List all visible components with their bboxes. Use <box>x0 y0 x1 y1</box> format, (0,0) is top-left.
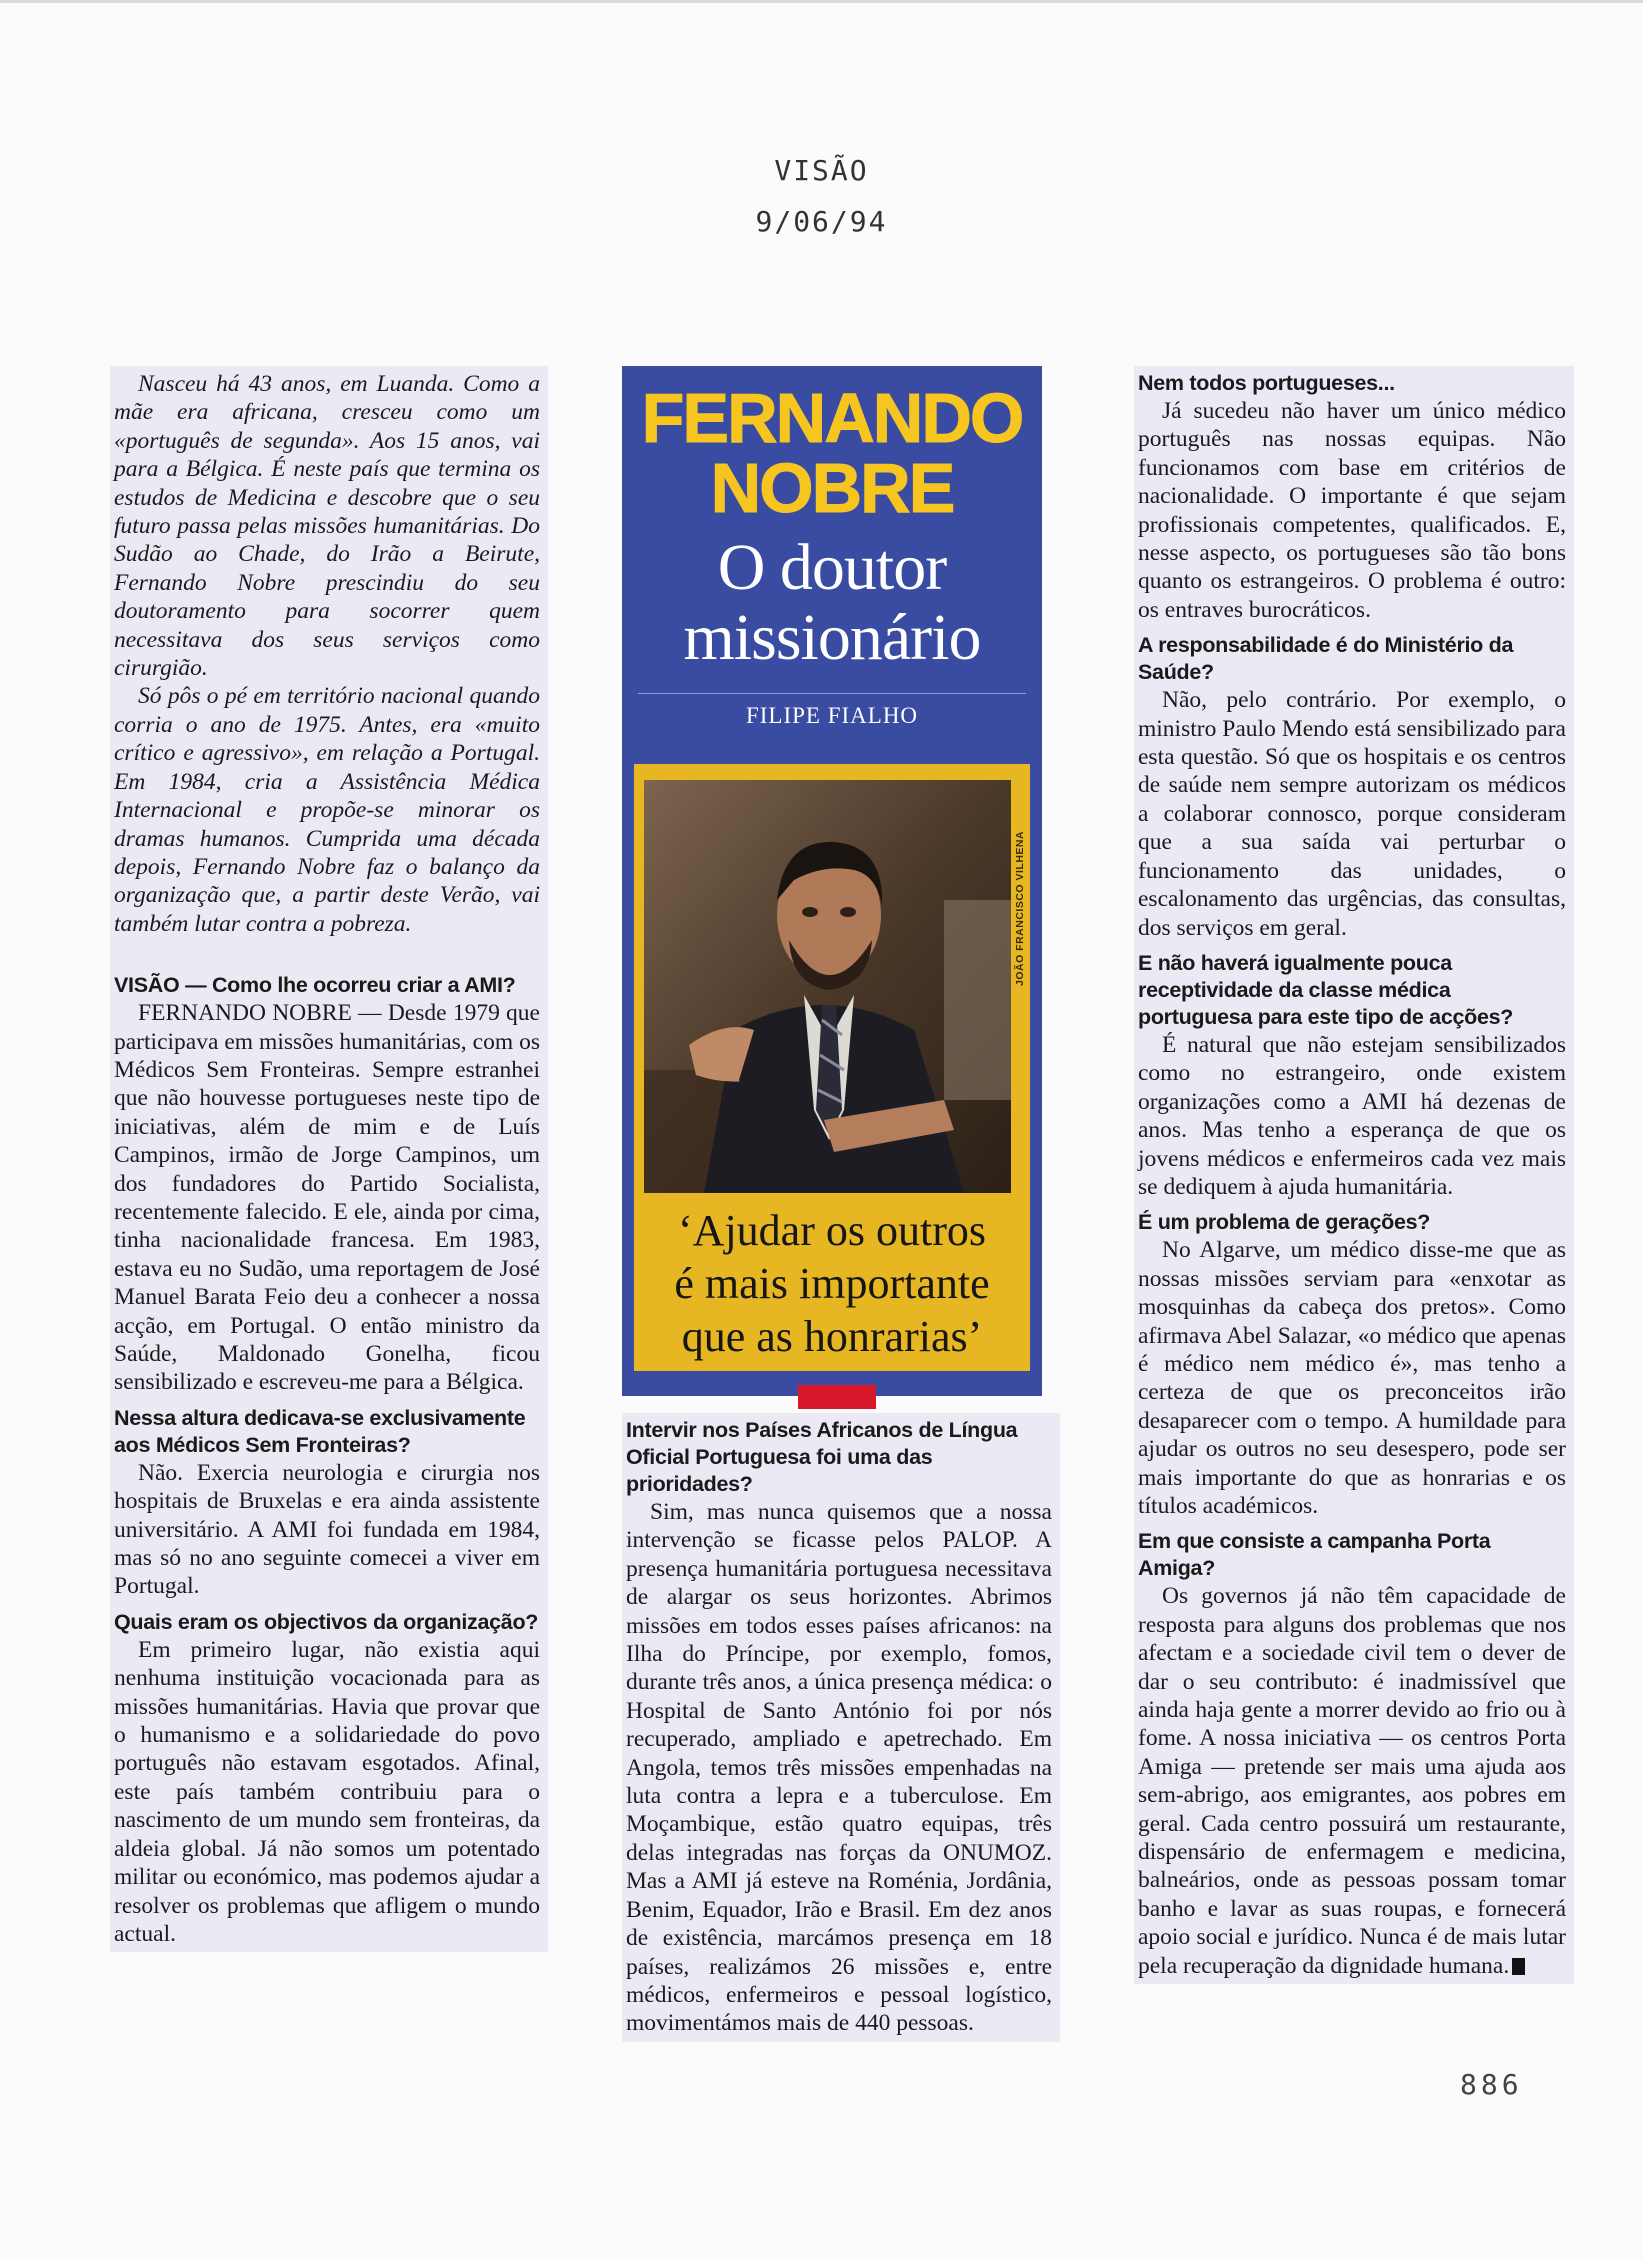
interview-question: A responsabilidade é do Ministério da Saúde? <box>1138 633 1514 685</box>
article-column-middle <box>622 1413 1060 2042</box>
intro-paragraph: Nasceu há 43 anos, em Luanda. Como a mãe era africana, cresceu como um «português de segunda». Aos 15 anos, vai para a Bélgica. É neste país que termina os estudos de Medicina e descobre que o seu futuro passa pelas missões humanitárias. Do Sudão ao Chade, do Irão a Beirute, Fernando Nobre prescindiu do seu doutoramento para socorrer quem necessitava dos seus serviços como cirurgião. <box>114 371 540 682</box>
interview-answer: Em primeiro lugar, não existia aqui nenhuma instituição vocacionada para as missões humanitárias. Havia que provar que o humanismo e a solidariedade do povo português não estavam esgotados. Afinal, este país também contribuiu para o nascimento de um mundo sem fronteiras, da aldeia global. Já não somos um potentado militar ou económico, mas podemos ajudar a resolver os problemas que afligem o mundo actual. <box>114 1636 540 1947</box>
portrait-photo <box>644 780 1011 1193</box>
interview-question: VISÃO — Como lhe ocorreu criar a AMI? <box>114 973 516 998</box>
pull-quote-line: que as honrarias’ <box>681 1312 983 1361</box>
headline-name-first: FERNANDO <box>641 379 1023 457</box>
page-top-edge <box>0 0 1643 3</box>
headline-subtitle-line-2: missionário <box>683 601 981 674</box>
interview-answer: É natural que não estejam sensibilizados como no estrangeiro, onde existem organizações como a AMI há dezenas de anos. Mas tenho a esperança de que os jovens médicos e enfermeiros cada vez mais se dediquem à ajuda humanitária. <box>1138 1031 1566 1200</box>
closing-paragraph-text: Os governos já não têm capacidade de resposta para alguns dos problemas que nos afectam e a sociedade civil tem o dever de dar o seu contributo: é inadmissível que ainda haja gente a morrer devido ao frio ou à fome. A nossa iniciativa — os centros Porta Amiga — pretende ser mais uma ajuda aos sem-abrigo, aos emigrantes, aos pobres em geral. Cada centro possuirá um restaurante, dispensário de enfermagem e medicina, balneários, onde as pessoas possam tomar banho e lavar as suas roupas, e fornecerá apoio social e jurídico. Nunca é de mais lutar pela recuperação da dignidade humana. <box>1138 1583 1566 1979</box>
interview-question: Quais eram os objectivos da organização? <box>114 1609 539 1634</box>
title-box <box>622 366 1042 1396</box>
byline-divider <box>638 693 1026 694</box>
article-column-right <box>1134 366 1574 1984</box>
interview-question: Intervir nos Países Africanos de Língua Oficial Portuguesa foi uma das prioridades? <box>626 1418 1018 1496</box>
publication-name: VISÃO <box>774 154 869 187</box>
portrait-illustration <box>644 780 1011 1193</box>
photo-quote-panel <box>634 764 1030 1371</box>
interview-answer: Já sucedeu não haver um único médico português nas nossas equipas. Não funcionamos com base em critérios de nacionalidade. O importante é que sejam profissionais competentes, qualificados. E, nesse aspecto, os portugueses são tão bons quanto os estrangeiros. O problema é outro: os entraves burocráticos. <box>1138 398 1566 623</box>
end-of-article-mark <box>1512 1958 1525 1975</box>
interview-question: Nem todos portugueses... <box>1138 371 1395 395</box>
photo-credit: JOÃO FRANCISCO VILHENA <box>1014 830 1026 986</box>
interview-question: Em que consiste a campanha Porta Amiga? <box>1138 1529 1491 1581</box>
pull-quote <box>634 1204 1030 1363</box>
headline-name-last: NOBRE <box>710 449 954 527</box>
pull-quote-line: é mais importante <box>674 1259 990 1308</box>
interview-answer: Não. Exercia neurologia e cirurgia nos hospitais de Bruxelas e era ainda assistente universitário. A AMI foi fundada em 1984, mas só no ano seguinte comecei a viver em Portugal. <box>114 1459 540 1600</box>
column-spacer <box>114 938 540 972</box>
page-number: 886 <box>1460 2068 1523 2101</box>
intro-paragraph: Só pôs o pé em território nacional quando corria o ano de 1975. Antes, era «muito crítico e agressivo», em relação a Portugal. Em 1984, cria a Assistência Médica Internacional e propõe-se minorar os dramas humanos. Cumprida uma década depois, Fernando Nobre faz o balanço da organização que, a partir deste Verão, vai também lutar contra a pobreza. <box>114 683 540 937</box>
publication-date: 9/06/94 <box>755 205 888 238</box>
red-accent-bar <box>798 1385 876 1409</box>
headline-subtitle-line-1: O doutor <box>717 531 947 604</box>
interview-question: É um problema de gerações? <box>1138 1210 1431 1235</box>
interview-answer: FERNANDO NOBRE — Desde 1979 que participava em missões humanitárias, com os Médicos Sem Fronteiras. Sempre estranhei que não houvesse portugueses neste tipo de iniciativas, além de mim e de Luís Campinos, irmão de Jorge Campinos, um dos fundadores do Partido Socialista, recentemente falecido. E ele, ainda por cima, tinha nacionalidade francesa. Em 1983, estava eu no Sudão, uma reportagem de José Manuel Barata Feio deu a conhecer a nossa acção, em Portugal. O então ministro da Saúde, Maldonado Gonelha, ficou sensibilizado e escreveu-me para a Bélgica. <box>114 1000 540 1396</box>
interview-answer <box>1138 1582 1566 1980</box>
interview-answer: Sim, mas nunca quisemos que a nossa intervenção se ficasse pelos PALOP. A presença humanitária portuguesa necessitava de alargar os seus horizontes. Abrimos missões em todos esses países africanos: na Ilha do Príncipe, por exemplo, fomos, durante três anos, a única presença médica: o Hospital de Santo António foi por nós recuperado, ampliado e apetrechado. Em Angola, temos três missões empenhadas na luta contra a lepra e a tuberculose. Em Moçambique, estão quatro equipas, três delas integradas nas forças da ONUMOZ. Mas a AMI já esteve na Roménia, Jordânia, Benim, Equador, Irão e Brasil. Em dez anos de existência, marcámos presença em 18 países, realizámos 26 missões e, entre médicos, enfermeiros e pessoal logístico, movimentámos mais de 440 pessoas. <box>626 1499 1052 2037</box>
interview-question: Nessa altura dedicava-se exclusivamente aos Médicos Sem Fronteiras? <box>114 1405 526 1457</box>
pull-quote-line: ‘Ajudar os outros <box>678 1206 986 1255</box>
author-byline: FILIPE FIALHO <box>745 703 919 728</box>
article-column-left <box>110 366 548 1952</box>
interview-answer: No Algarve, um médico disse-me que as nossas missões serviam para «enxotar as mosquinhas da cabeça dos pretos». Como afirmava Abel Salazar, «o médico que apenas é médico nem médico é», mas tenho a certeza de que os preconceitos irão desaparecer com o tempo. A humildade para ajudar os outros no seu desespero, pode ser mais importante do que as honrarias e os títulos académicos. <box>1138 1237 1566 1519</box>
interview-question: E não haverá igualmente pouca receptividade da classe médica portuguesa para este tipo de acções? <box>1138 950 1514 1029</box>
interview-answer: Não, pelo contrário. Por exemplo, o ministro Paulo Mendo está sensibilizado para esta questão. Só que os hospitais e os centros de saúde nem sempre autorizam os médicos a colaborar connosco, porque consideram que a sua saída vai perturbar o funcionamento das unidades, o escalonamento das urgências, das consultas, dos serviços em geral. <box>1138 687 1566 941</box>
